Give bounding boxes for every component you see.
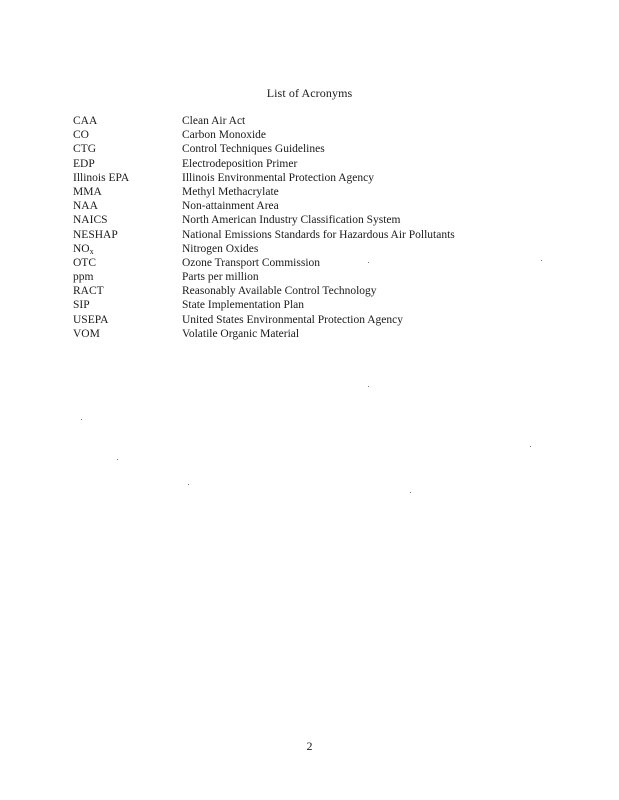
scan-speck	[410, 492, 411, 493]
acronym-row	[73, 256, 553, 270]
acronym-definition: Non-attainment Area	[182, 200, 279, 213]
acronym-definition: Illinois Environmental Protection Agency	[182, 171, 374, 184]
acronym-row	[73, 157, 553, 171]
acronym-row	[73, 298, 553, 312]
acronym-definition: Control Techniques Guidelines	[182, 143, 325, 156]
acronym-term: NAA	[73, 200, 98, 213]
scan-speck	[541, 260, 542, 261]
acronym-row	[73, 228, 553, 242]
scan-speck	[368, 262, 369, 263]
acronym-term: RACT	[73, 285, 104, 298]
acronym-row	[73, 142, 553, 156]
acronym-definition: Electrodeposition Primer	[182, 157, 298, 170]
acronym-definition: Methyl Methacrylate	[182, 185, 279, 198]
scan-speck	[81, 419, 82, 420]
acronym-definition: Volatile Organic Material	[182, 327, 300, 340]
page-number: 2	[306, 739, 313, 753]
acronym-definition: Carbon Monoxide	[182, 129, 267, 142]
acronym-definition: Ozone Transport Commission	[182, 256, 321, 269]
acronym-list	[73, 114, 553, 341]
acronym-term: MMA	[73, 185, 102, 198]
scan-speck	[188, 484, 189, 485]
acronym-definition: National Emissions Standards for Hazardous Air Pollutants	[182, 228, 455, 241]
document-title: List of Acronyms	[266, 86, 353, 100]
acronym-definition: Clean Air Act	[182, 115, 246, 127]
acronym-definition: Nitrogen Oxides	[182, 242, 259, 255]
acronym-term: CAA	[73, 115, 98, 127]
acronym-definition: United States Environmental Protection Agency	[182, 313, 404, 326]
acronym-definition: Reasonably Available Control Technology	[182, 285, 377, 298]
acronym-row	[73, 284, 553, 298]
acronym-term	[73, 242, 182, 256]
acronym-definition: Parts per million	[182, 271, 259, 284]
acronym-row	[73, 185, 553, 199]
acronym-row	[73, 114, 553, 128]
acronym-row	[73, 313, 553, 327]
acronym-definition: State Implementation Plan	[182, 299, 305, 312]
acronym-term-subscript: x	[89, 246, 94, 256]
acronym-definition: North American Industry Classification System	[182, 214, 401, 227]
acronym-term: CO	[73, 129, 89, 142]
acronym-term: OTC	[73, 256, 96, 269]
acronym-term: CTG	[73, 143, 96, 156]
acronym-term: EDP	[73, 157, 95, 170]
acronym-term: NAICS	[73, 214, 108, 227]
acronym-term: SIP	[73, 299, 90, 312]
acronym-term: ppm	[73, 271, 94, 284]
acronym-term-base: NO	[73, 242, 90, 255]
acronym-row	[73, 242, 553, 256]
scan-speck	[117, 459, 118, 460]
scan-speck	[530, 446, 531, 447]
acronym-row	[73, 171, 553, 185]
scan-speck	[368, 386, 369, 387]
acronym-row	[73, 327, 553, 341]
acronym-term: VOM	[73, 327, 100, 340]
acronym-row	[73, 270, 553, 284]
acronym-row	[73, 213, 553, 227]
acronym-term: NESHAP	[73, 228, 118, 241]
acronym-row	[73, 199, 553, 213]
acronym-term: USEPA	[73, 313, 109, 326]
acronym-row	[73, 128, 553, 142]
acronym-term: Illinois EPA	[73, 171, 130, 184]
